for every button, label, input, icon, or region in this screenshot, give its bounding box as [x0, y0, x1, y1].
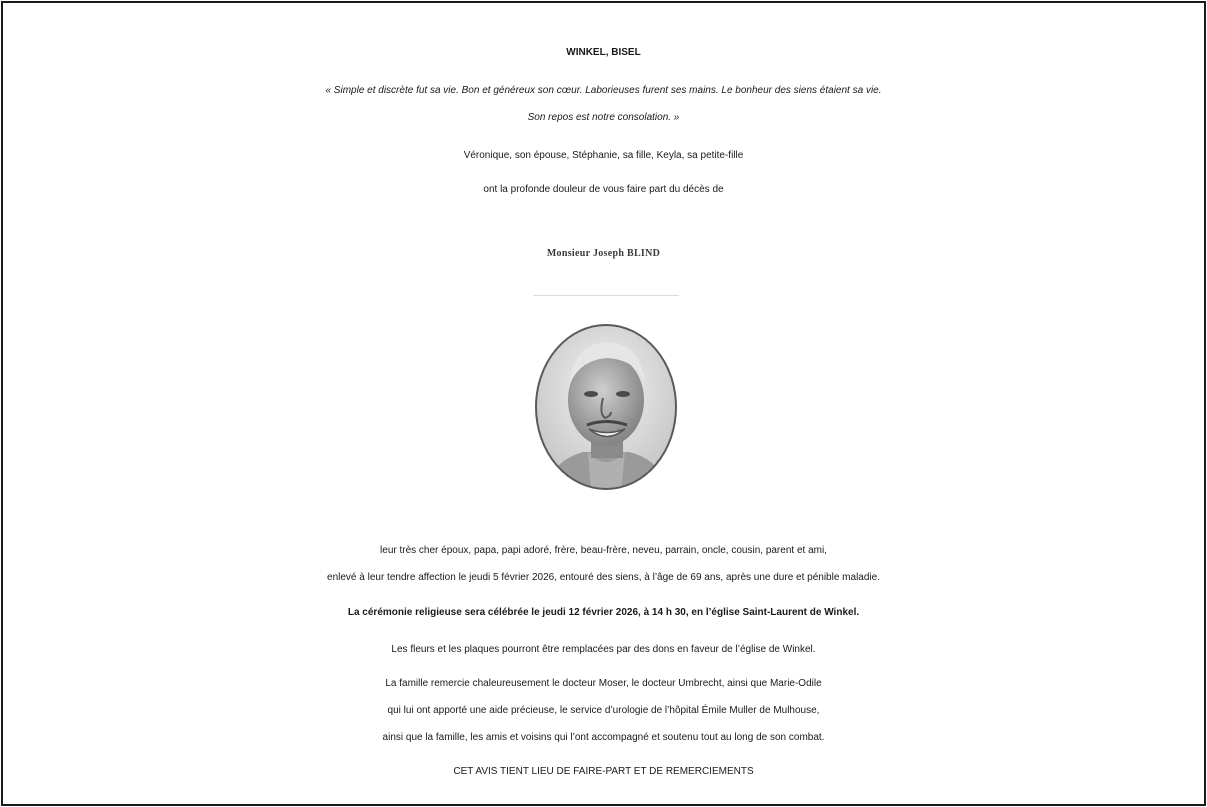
- quote-line-2: Son repos est notre consolation. »: [527, 112, 680, 123]
- portrait-photo-icon: [533, 322, 679, 492]
- quote-line-1: « Simple et discrète fut sa vie. Bon et généreux son cœur. Laborieuses furent ses mains. Le bonheur des siens étaient sa vie.: [325, 85, 882, 96]
- description-line-2: enlevé à leur tendre affection le jeudi 5 février 2026, entouré des siens, à l’âge de 69 ans, après une dure et pénible maladie.: [327, 572, 880, 583]
- family-line: Véronique, son épouse, Stéphanie, sa fille, Keyla, sa petite-fille: [463, 150, 744, 161]
- thanks-line-3: ainsi que la famille, les amis et voisins qui l’ont accompagné et soutenu tout au long de son combat.: [382, 732, 825, 743]
- flowers-line: Les fleurs et les plaques pourront être remplacées par des dons en faveur de l’église de Winkel.: [391, 644, 816, 655]
- obituary-notice: [1, 1, 1206, 806]
- announcement-line: ont la profonde douleur de vous faire part du décès de: [483, 184, 724, 195]
- thanks-line-1: La famille remercie chaleureusement le docteur Moser, le docteur Umbrecht, ainsi que Marie-Odile: [385, 678, 822, 689]
- footer-line: CET AVIS TIENT LIEU DE FAIRE-PART ET DE REMERCIEMENTS: [453, 766, 754, 777]
- ceremony-line: La cérémonie religieuse sera célébrée le jeudi 12 février 2026, à 14 h 30, en l’église Saint-Laurent de Winkel.: [347, 607, 860, 618]
- thanks-line-2: qui lui ont apporté une aide précieuse, le service d’urologie de l’hôpital Émile Muller de Mulhouse,: [387, 705, 820, 716]
- description-line-1: leur très cher époux, papa, papi adoré, frère, beau-frère, neveu, parrain, oncle, cousin, parent et ami,: [380, 545, 827, 556]
- name-divider: [533, 295, 679, 296]
- place-heading: WINKEL, BISEL: [566, 47, 641, 58]
- deceased-name: Monsieur Joseph BLIND: [546, 248, 661, 259]
